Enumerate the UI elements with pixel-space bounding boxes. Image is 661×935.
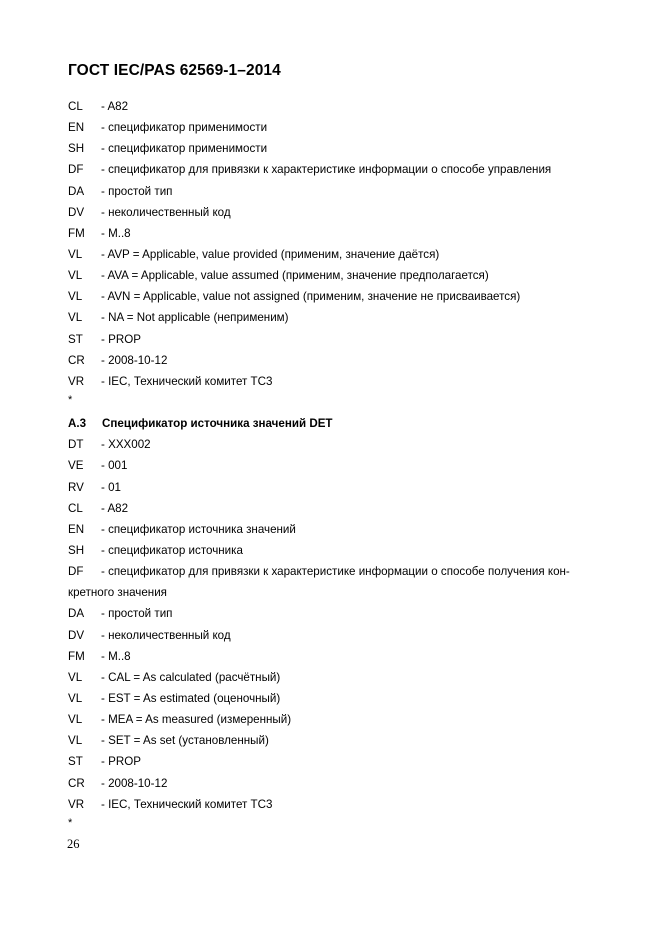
definition-line xyxy=(68,138,628,159)
field-code: EN xyxy=(68,121,85,135)
field-code: VL xyxy=(68,269,83,283)
field-value: - AVN = Applicable, value not assigned (применим, значение не присваивается) xyxy=(101,290,521,304)
field-value: - неколичественный код xyxy=(101,628,231,642)
continuation-line xyxy=(68,582,628,603)
definition-line xyxy=(68,603,628,624)
definition-line xyxy=(68,117,628,138)
definition-line xyxy=(68,730,628,751)
field-value: - A82 xyxy=(101,501,129,515)
definition-line xyxy=(68,561,628,582)
field-value: - простой тип xyxy=(101,184,173,198)
definition-line xyxy=(68,159,628,180)
field-code: VL xyxy=(68,691,83,705)
definition-line xyxy=(68,540,628,561)
field-code: CR xyxy=(68,776,85,790)
separator-asterisk xyxy=(68,815,628,836)
field-code: VL xyxy=(68,670,83,684)
field-code: ST xyxy=(68,332,83,346)
definition-line xyxy=(68,202,628,223)
definition-line xyxy=(68,667,628,688)
field-code: VR xyxy=(68,797,85,811)
field-value: - спецификатор применимости xyxy=(101,121,268,135)
field-value: - NA = Not applicable (неприменим) xyxy=(101,311,289,325)
definition-line xyxy=(68,498,628,519)
field-code: VL xyxy=(68,713,83,727)
field-code: DA xyxy=(68,184,85,198)
definition-line xyxy=(68,794,628,815)
field-code: CL xyxy=(68,100,83,113)
field-value: - спецификатор для привязки к характеристике информации о способе управления xyxy=(101,163,552,177)
document-header-title: ГОСТ IEC/PAS 62569-1–2014 xyxy=(68,62,281,79)
field-code: DT xyxy=(68,438,84,452)
field-value: - спецификатор применимости xyxy=(101,142,268,156)
field-value: - AVA = Applicable, value assumed (применим, значение предполагается) xyxy=(101,269,489,283)
definition-line xyxy=(68,350,628,371)
definition-line xyxy=(68,307,628,328)
field-code: VL xyxy=(68,734,83,748)
field-code: VL xyxy=(68,290,83,304)
definition-line xyxy=(68,751,628,772)
definition-line xyxy=(68,329,628,350)
definition-line xyxy=(68,223,628,244)
definition-list xyxy=(68,96,628,836)
field-value: - MEA = As measured (измеренный) xyxy=(101,713,292,727)
field-code: VR xyxy=(68,374,85,388)
field-code: VL xyxy=(68,311,83,325)
field-code: DA xyxy=(68,607,85,621)
definition-line xyxy=(68,709,628,730)
field-code: EN xyxy=(68,522,85,536)
field-value: - 001 xyxy=(101,459,128,473)
definition-line xyxy=(68,181,628,202)
page-number: 26 xyxy=(67,837,80,851)
field-value: - 2008-10-12 xyxy=(101,776,168,790)
field-code: RV xyxy=(68,480,84,494)
section-heading xyxy=(68,413,628,434)
field-value: - M..8 xyxy=(101,226,131,240)
field-value: - SET = As set (установленный) xyxy=(101,734,269,748)
field-code: DV xyxy=(68,628,85,642)
definition-line xyxy=(68,455,628,476)
field-code: VL xyxy=(68,247,83,261)
field-value: - неколичественный код xyxy=(101,205,231,219)
field-value: - AVP = Applicable, value provided (применим, значение даётся) xyxy=(101,247,440,261)
field-code: DV xyxy=(68,205,85,219)
field-code: FM xyxy=(68,649,85,663)
field-value: Спецификатор источника значений DET xyxy=(102,417,333,431)
field-value: - простой тип xyxy=(101,607,173,621)
field-value: - M..8 xyxy=(101,649,131,663)
definition-line xyxy=(68,434,628,455)
field-value: - спецификатор для привязки к характеристике информации о способе получения кон- xyxy=(101,565,570,579)
field-value: - XXX002 xyxy=(101,438,151,452)
separator-asterisk xyxy=(68,392,628,413)
field-code: * xyxy=(68,816,73,829)
field-code: CL xyxy=(68,501,83,515)
field-code: SH xyxy=(68,142,85,156)
definition-line xyxy=(68,477,628,498)
field-value: - 01 xyxy=(101,480,121,494)
field-value: - A82 xyxy=(101,100,129,113)
definition-line xyxy=(68,286,628,307)
definition-line xyxy=(68,371,628,392)
field-code: VE xyxy=(68,459,84,473)
field-value: - CAL = As calculated (расчётный) xyxy=(101,670,281,684)
definition-line xyxy=(68,646,628,667)
definition-line xyxy=(68,519,628,540)
field-value: - спецификатор источника значений xyxy=(101,522,296,536)
field-code: CR xyxy=(68,353,85,367)
field-value: - IEC, Технический комитет TC3 xyxy=(101,797,273,811)
field-value: - PROP xyxy=(101,755,141,769)
field-value: - спецификатор источника xyxy=(101,543,243,557)
field-code: DF xyxy=(68,565,84,579)
field-value: кретного значения xyxy=(68,586,167,600)
definition-line xyxy=(68,265,628,286)
field-code: A.3 xyxy=(68,417,87,431)
field-value: - 2008-10-12 xyxy=(101,353,168,367)
definition-line xyxy=(68,244,628,265)
field-value: - PROP xyxy=(101,332,141,346)
definition-line xyxy=(68,625,628,646)
field-code: ST xyxy=(68,755,83,769)
field-code: * xyxy=(68,393,73,406)
field-code: SH xyxy=(68,543,85,557)
field-value: - EST = As estimated (оценочный) xyxy=(101,691,281,705)
field-value: - IEC, Технический комитет TC3 xyxy=(101,374,273,388)
definition-line xyxy=(68,688,628,709)
field-code: DF xyxy=(68,163,84,177)
field-code: FM xyxy=(68,226,85,240)
definition-line xyxy=(68,96,628,117)
definition-line xyxy=(68,773,628,794)
